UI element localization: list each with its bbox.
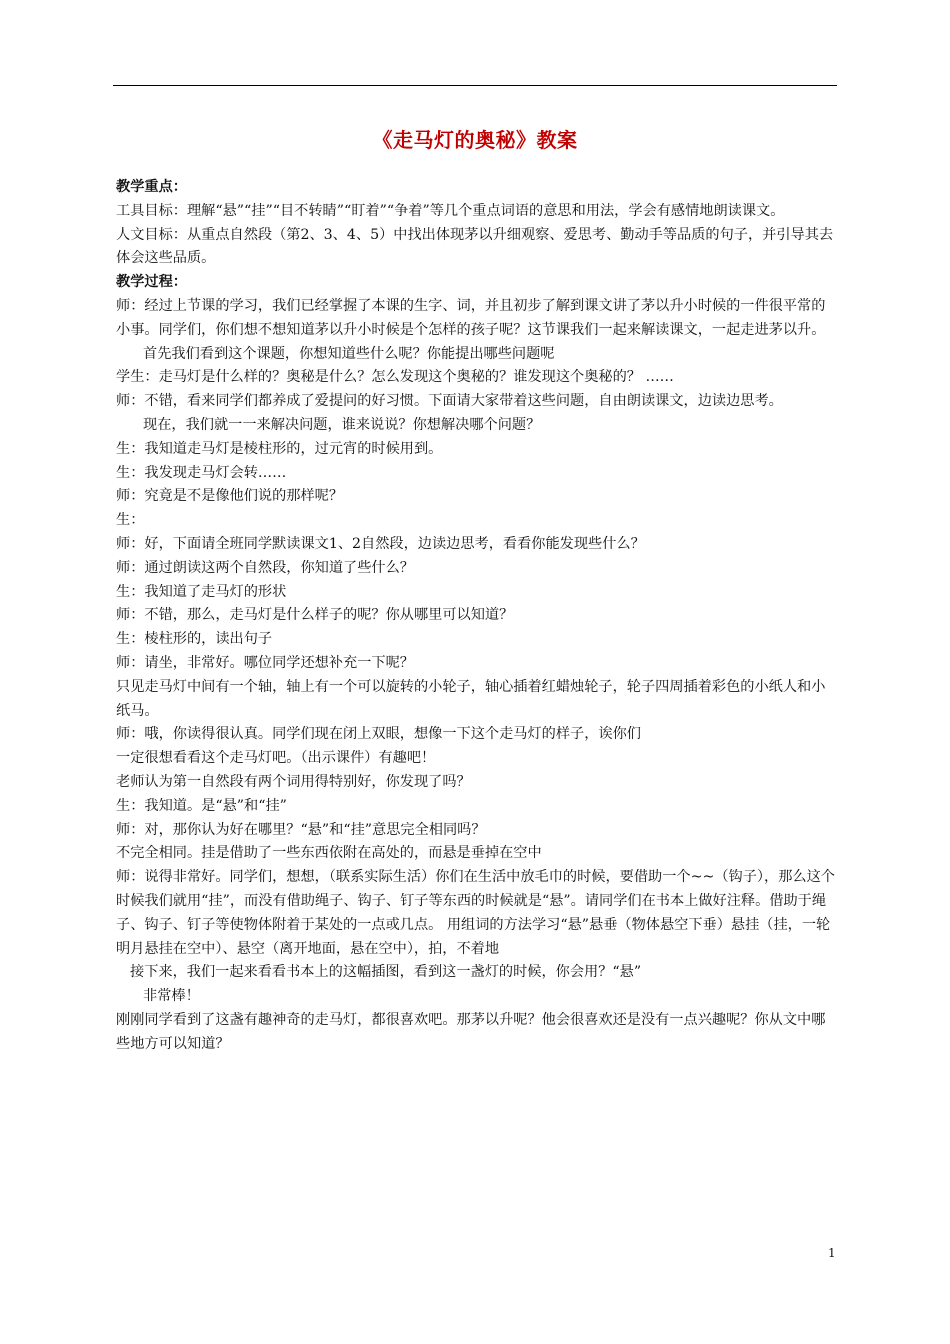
page-number: 1: [828, 1246, 836, 1260]
paragraph: 一定很想看看这个走马灯吧。（出示课件）有趣吧！: [116, 750, 436, 767]
paragraph: 师：好，下面请全班同学默读课文1、2自然段，边读边思考，看看你能发现些什么？: [116, 535, 645, 552]
paragraph: 生：: [116, 512, 145, 529]
paragraph: 刚刚同学看到了这盏有趣神奇的走马灯，都很喜欢吧。那茅以升呢？他会很喜欢还是没有一点兴趣呢？你从文中哪些地方可以知道？: [116, 1011, 826, 1052]
paragraph: 只见走马灯中间有一个轴，轴上有一个可以旋转的小轮子，轴心插着红蜡烛轮子，轮子四周插着彩色的小纸人和小纸马。: [116, 678, 826, 719]
paragraph: 师：说得非常好。同学们，想想，（联系实际生活）你们在生活中放毛巾的时候，要借助一个~~（钩子），那么这个时候我们就用“挂”，而没有借助绳子、钩子、钉子等东西的时候就是“悬”。请同学们在书本上做好注释。借助于绳子、钩子、钉子等使物体附着于某处的一点或几点。 用组词的方法学习“悬”悬垂（物体悬空下垂）悬挂（挂，一轮明月悬挂在空中）、悬空（离开地面，悬在空中），拍，不着地: [116, 869, 835, 957]
paragraph: 老师认为第一自然段有两个词用得特别好，你发现了吗？: [116, 773, 471, 790]
paragraph: 师：哦，你读得很认真。同学们现在闭上双眼，想像一下这个走马灯的样子，诶你们: [116, 726, 641, 743]
paragraph: 生：我知道了走马灯的形状: [116, 583, 287, 600]
paragraph: 接下来，我们一起来看看书本上的这幅插图，看到这一盏灯的时候，你会用？“悬”: [130, 964, 642, 981]
paragraph: 不完全相同。挂是借助了一些东西依附在高处的，而悬是垂掉在空中: [116, 845, 542, 862]
paragraph: 现在，我们就一一来解决问题，谁来说说？你想解决哪个问题？: [143, 416, 541, 433]
paragraph: 生：我知道。是“悬”和“挂”: [116, 797, 287, 814]
paragraph: 师：不错，看来同学们都养成了爱提问的好习惯。下面请大家带着这些问题，自由朗读课文，边读边思考。: [116, 393, 783, 410]
paragraph: 师：请坐，非常好。哪位同学还想补充一下呢？: [116, 654, 414, 671]
paragraph: 生：我知道走马灯是棱柱形的，过元宵的时候用到。: [116, 440, 443, 457]
paragraph: 生：我发现走马灯会转……: [116, 464, 287, 481]
paragraph: 师：不错，那么，走马灯是什么样子的呢？你从哪里可以知道？: [116, 607, 514, 624]
paragraph: 生：棱柱形的，读出句子: [116, 631, 273, 648]
paragraph: 非常棒！: [143, 988, 200, 1005]
paragraph: 师：对，那你认为好在哪里？“悬”和“挂”意思完全相同吗？: [116, 821, 486, 838]
document-body: [116, 176, 838, 1056]
paragraph: 师：经过上节课的学习，我们已经掌握了本课的生字、词，并且初步了解到课文讲了茅以升小时候的一件很平常的小事。同学们，你们想不想知道茅以升小时候是个怎样的孩子呢？这节课我们一起来解读课文，一起走进茅以升。: [116, 297, 826, 338]
section-heading: 教学重点：: [116, 179, 187, 195]
paragraph: 人文目标：从重点自然段（第2、3、4、5）中找出体现茅以升细观察、爱思考、勤动手等品质的句子，并引导其去体会这些品质。: [116, 226, 834, 267]
header-rule: [113, 85, 837, 86]
paragraph: 工具目标：理解“悬”“挂”“目不转睛”“盯着”“争着”等几个重点词语的意思和用法，学会有感情地朗读课文。: [116, 202, 785, 219]
section-heading: 教学过程：: [116, 274, 187, 291]
paragraph: 师：究竟是不是像他们说的那样呢？: [116, 488, 344, 505]
paragraph: 学生：走马灯是什么样的？奥秘是什么？怎么发现这个奥秘的？谁发现这个奥秘的？ ……: [116, 369, 674, 386]
paragraph: 师：通过朗读这两个自然段，你知道了些什么？: [116, 559, 414, 576]
page-title: 《走马灯的奥秘》教案: [372, 128, 578, 152]
paragraph: 首先我们看到这个课题，你想知道些什么呢？你能提出哪些问题呢: [143, 345, 555, 362]
